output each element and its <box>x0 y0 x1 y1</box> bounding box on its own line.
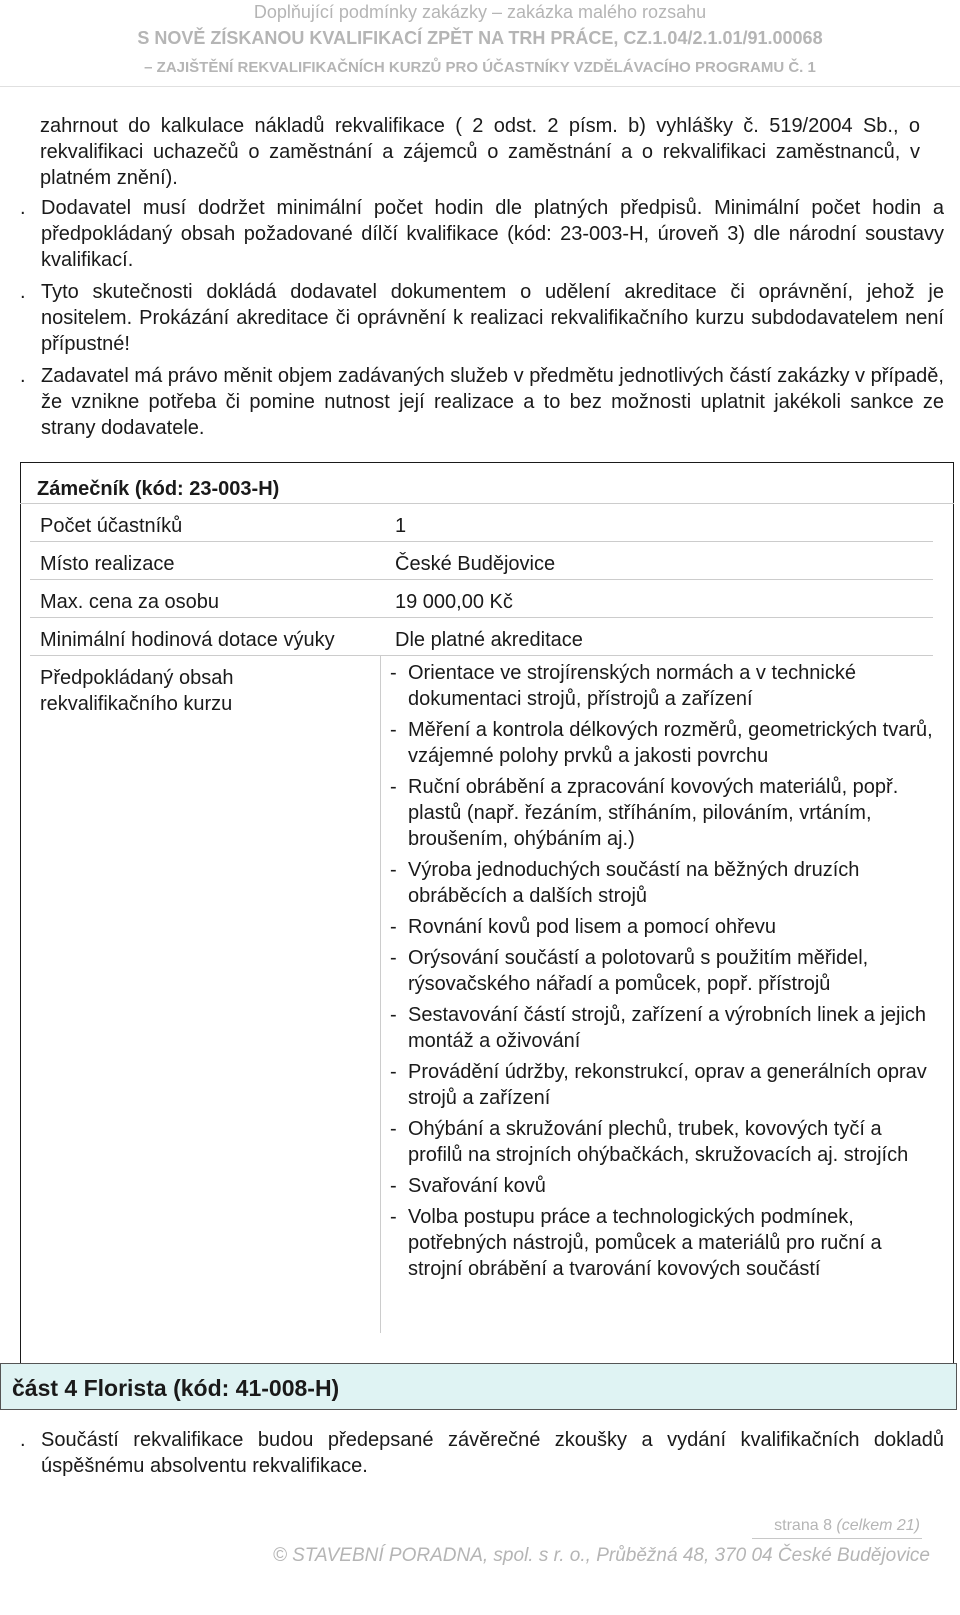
max-price-value: 19 000,00 Kč <box>395 591 513 613</box>
row-divider <box>30 655 933 656</box>
page-number <box>774 1515 920 1537</box>
header-title: Doplňující podmínky zakázky – zakázka malého rozsahu <box>253 2 707 22</box>
list-item: - Výroba jednoduchých součástí na běžných druzích obráběcích a dalších strojů <box>388 857 933 909</box>
qualification-title: Zámečník (kód: 23-003-H) <box>37 478 280 500</box>
list-item: - Rovnání kovů pod lisem a pomocí ohřevu <box>388 914 933 940</box>
list-item: - Sestavování částí strojů, zařízení a výrobních linek a jejich montáž a oživování <box>388 1002 933 1054</box>
part4-title: část 4 Florista (kód: 41-008-H) <box>12 1375 340 1401</box>
location-value: České Budějovice <box>395 553 556 575</box>
content-label: Předpokládaný obsah rekvalifikačního kurzu <box>40 667 234 715</box>
list-item: - Orientace ve strojírenských normách a v technické dokumentaci strojů, přístrojů a zařízení <box>388 660 933 712</box>
paragraph-bullet: . <box>20 365 26 387</box>
paragraph-scope-change <box>20 363 944 441</box>
paragraph-hours <box>20 195 944 273</box>
min-hours-value: Dle platné akreditace <box>395 629 583 651</box>
list-item: - Ohýbání a skružování plechů, trubek, kovových tyčí a profilů na strojních ohýbačkách, skružovacích aj. strojích <box>388 1116 933 1168</box>
paragraph-bullet: . <box>20 197 26 219</box>
list-item: - Provádění údržby, rekonstrukcí, oprav a generálních oprav strojů a zařízení <box>388 1059 933 1111</box>
min-hours-label: Minimální hodinová dotace výuky <box>40 629 335 651</box>
participants-label: Počet účastníků <box>40 515 183 537</box>
row-divider <box>20 503 954 504</box>
header-project: S NOVĚ ZÍSKANOU KVALIFIKACÍ ZPĚT NA TRH PRÁCE, CZ.1.04/2.1.01/91.00068 <box>137 28 823 48</box>
column-divider <box>380 655 381 1333</box>
paragraph-text: Dodavatel musí dodržet minimální počet hodin dle platných předpisů. Minimální počet hodin a předpokládaný obsah požadované dílčí kvalifikace (kód: 23-003-H, úroveň 3) dle národní soustavy kvalifikací. <box>41 197 944 271</box>
max-price-label: Max. cena za osobu <box>40 591 219 613</box>
location-label: Místo realizace <box>40 553 175 575</box>
footer-divider <box>752 1538 922 1539</box>
header-divider <box>0 86 960 87</box>
page-total: (celkem 21) <box>836 1517 920 1534</box>
list-item: - Ruční obrábění a zpracování kovových materiálů, popř. plastů (např. řezáním, stříháním, pilováním, vrtáním, broušením, ohýbáním aj.) <box>388 774 933 852</box>
paragraph-text: Tyto skutečnosti dokládá dodavatel dokumentem o udělení akreditace či oprávnění, jehož je nositelem. Prokázání akreditace či oprávnění k realizaci rekvalifikačního kurzu subdodavatelem není přípustné! <box>41 281 944 355</box>
footer-address: © STAVEBNÍ PORADNA, spol. s r. o., Průběžná 48, 370 04 České Budějovice <box>272 1545 930 1566</box>
paragraph-bullet: . <box>20 281 26 303</box>
page-current: strana 8 <box>774 1517 832 1534</box>
paragraph-text: Zadavatel má právo měnit objem zadávaných služeb v předmětu jednotlivých částí zakázky v případě, že vznikne potřeba či pomine nutnost její realizace a to bez možnosti uplatnit jakékoli sankce ze strany dodavatele. <box>41 365 944 439</box>
paragraph-calculation <box>40 113 920 191</box>
paragraph-text: zahrnout do kalkulace nákladů rekvalifikace ( 2 odst. 2 písm. b) vyhlášky č. 519/2004 Sb., o rekvalifikaci uchazečů o zaměstnání a zájemců o zaměstnání a o rekvalifikaci zaměstnanců, v platném znění). <box>40 115 920 189</box>
paragraph-part4 <box>20 1427 944 1479</box>
course-content-list <box>388 660 933 1287</box>
list-item: - Orýsování součástí a polotovarů s použitím měřidel, rýsovačského nářadí a pomůcek, popř. přístrojů <box>388 945 933 997</box>
paragraph-accreditation <box>20 279 944 357</box>
list-item: - Volba postupu práce a technologických podmínek, potřebných nástrojů, pomůcek a materiálů pro ruční a strojní obrábění a tvarování kovových součástí <box>388 1204 933 1282</box>
list-item: - Svařování kovů <box>388 1173 933 1199</box>
row-divider <box>30 617 933 618</box>
paragraph-bullet: . <box>20 1429 26 1451</box>
participants-value: 1 <box>395 515 407 537</box>
row-divider <box>30 579 933 580</box>
row-divider <box>30 541 933 542</box>
paragraph-text: Součástí rekvalifikace budou předepsané závěrečné zkoušky a vydání kvalifikačních dokladů úspěšnému absolventu rekvalifikace. <box>41 1429 944 1477</box>
list-item: - Měření a kontrola délkových rozměrů, geometrických tvarů, vzájemné polohy prvků a jakosti povrchu <box>388 717 933 769</box>
header-subtitle: – ZAJIŠTĚNÍ REKVALIFIKAČNÍCH KURZŮ PRO ÚČASTNÍKY VZDĚLÁVACÍHO PROGRAMU Č. 1 <box>144 59 816 76</box>
